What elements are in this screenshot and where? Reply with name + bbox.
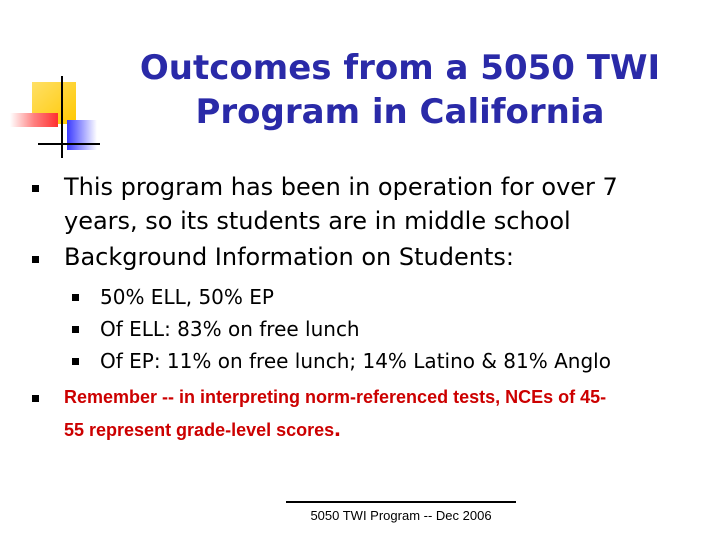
note-line-2: [64, 409, 341, 450]
logo-red-bar: [10, 113, 58, 127]
corner-logo-graphic: [0, 0, 110, 170]
sub-bullet-1: 50% ELL, 50% EP: [100, 285, 274, 309]
bullet-1-line-2: years, so its students are in middle school: [64, 207, 571, 235]
slide-footer: 5050 TWI Program -- Dec 2006: [310, 508, 492, 523]
sub-bullet-marker: [72, 358, 79, 365]
sub-bullet-3: Of EP: 11% on free lunch; 14% Latino & 81% Anglo: [100, 349, 611, 373]
bullet-2-text: Background Information on Students:: [64, 243, 514, 271]
bullet-marker: [32, 256, 39, 263]
note-line-2-text: 55 represent grade-level scores: [64, 420, 335, 440]
sub-bullet-marker: [72, 326, 79, 333]
sub-bullet-2: Of ELL: 83% on free lunch: [100, 317, 360, 341]
bullet-marker: [32, 185, 39, 192]
note-line-1: Remember -- in interpreting norm-referenced tests, NCEs of 45-: [64, 387, 607, 407]
sub-bullet-marker: [72, 294, 79, 301]
note-period: .: [334, 415, 341, 442]
footer-divider: [286, 501, 516, 503]
bullet-marker: [32, 395, 39, 402]
logo-blue-square: [67, 120, 97, 150]
slide-title: Outcomes from a 5050 TWI Program in California: [139, 48, 661, 132]
bullet-1-line-1: This program has been in operation for over 7: [64, 173, 618, 201]
